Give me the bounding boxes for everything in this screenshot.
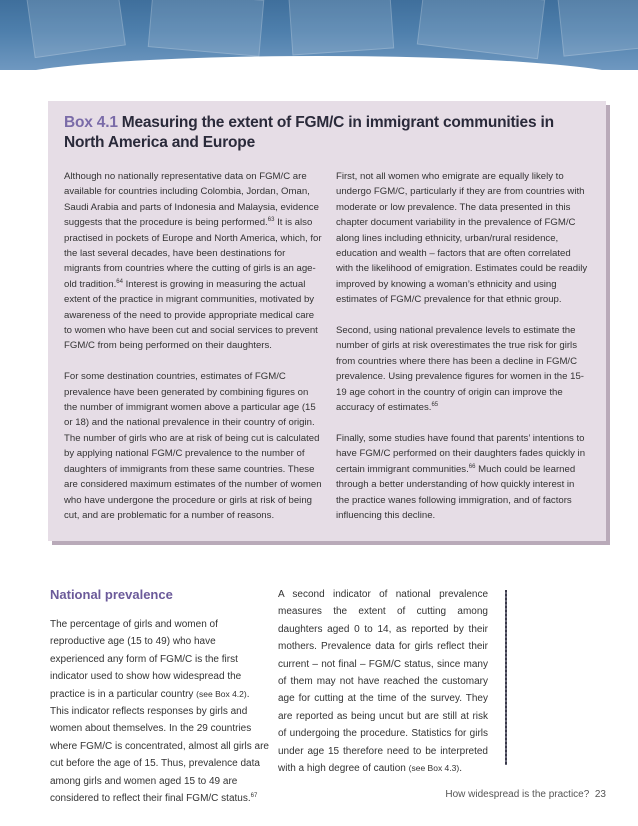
page-footer bbox=[445, 789, 606, 800]
banner-photo-tile bbox=[417, 0, 545, 59]
body-paragraph: The percentage of girls and women of reproductive age (15 to 49) who have experienced any form of FGM/C is the first indicator used to show how widespread the practice is in a particular country (see Box 4.2). This indicator reflects responses by girls and women about themselves. In the 29 countries where FGM/C is concentrated, almost all girls are cut before the age of 15. Thus, prevalence data among girls and women aged 15 to 49 are considered to reflect their final FGM/C status.$^{67}$ bbox=[50, 619, 269, 805]
main-right-column bbox=[278, 586, 488, 777]
header-banner bbox=[0, 0, 638, 70]
box-left-column bbox=[64, 169, 322, 539]
main-left-column bbox=[50, 586, 270, 807]
decorative-vertical-rule bbox=[505, 590, 507, 765]
box-title bbox=[64, 113, 584, 153]
body-paragraph: A second indicator of national prevalence measures the extent of cutting among daughters aged 0 to 14, as reported by their mothers. Prevalence data for girls reflect their current – not final – FGM/C status, since many of them may not have reached the customary age for cutting at the time of the survey. They are reported as being uncut but are still at risk of undergoing the procedure. Statistics for girls under age 15 therefore need to be interpreted with a high degree of caution (see Box 4.3). bbox=[278, 589, 488, 775]
banner-photo-tile bbox=[148, 0, 265, 57]
box-title-text: Measuring the extent of FGM/C in immigrant communities in North America and Europe bbox=[64, 114, 554, 151]
section-heading: National prevalence bbox=[50, 587, 173, 602]
box-paragraph: Finally, some studies have found that parents’ intentions to have FGM/C performed on their daughters fades quickly in certain immigrant communities.$^{66}$ Much could be learned through a better understanding of how quickly interest in the practice wanes following immigration, and of factors influencing this decline. bbox=[336, 432, 586, 521]
box-4-1 bbox=[48, 101, 606, 541]
box-right-column bbox=[336, 169, 590, 539]
banner-photo-tile bbox=[288, 0, 394, 55]
box-paragraph: First, not all women who emigrate are equally likely to undergo FGM/C, particularly if they are from countries with moderate or low prevalence. The data presented in this chapter document variability in the prevalence of FGM/C along lines including ethnicity, urban/rural residence, education and wealth – factors that are often correlated with the likelihood of emigration. Estimates could be readily improved by knowing a woman’s ethnicity and using estimates of FGM/C prevalence for that ethnic group. bbox=[336, 171, 588, 306]
banner-torn-edge bbox=[0, 56, 638, 70]
box-number: Box 4.1 bbox=[64, 114, 118, 131]
footer-text: How widespread is the practice? bbox=[445, 789, 590, 800]
banner-photo-tile bbox=[557, 0, 638, 57]
box-paragraph: Although no nationally representative data on FGM/C are available for countries including Colombia, Jordan, Oman, Saudi Arabia and parts of Indonesia and Malaysia, evidence suggests that the procedure is being performed.$^{63}$ It is also practised in pockets of Europe and North America, which, for the last several decades, have been destinations for migrants from countries where the cutting of girls is an age-old tradition.$^{64}$ Interest is growing in measuring the actual extent of the practice in migrant communities, motivated by awareness of the need to provide appropriate medical care to women who have been cut and social services to prevent FGM/C from being performed on their daughters. bbox=[64, 171, 322, 352]
box-paragraph: Second, using national prevalence levels to estimate the number of girls at risk overestimates the true risk for girls from countries where there has been a decline in FGM/C prevalence. Using prevalence figures for women in the 15-19 age cohort in the country of origin can improve the accuracy of estimates.$^{65}$ bbox=[336, 325, 584, 414]
banner-photo-tile bbox=[26, 0, 126, 58]
page-number: 23 bbox=[594, 789, 606, 800]
box-paragraph: For some destination countries, estimates of FGM/C prevalence have been generated by combining figures on the number of immigrant women above a particular age (15 or 18) and the national prevalence in their country of origin. The number of girls who are at risk of being cut is calculated by applying national FGM/C prevalence to the number of daughters of immigrants from these same countries. These are considered maximum estimates of the number of women who have undergone the procedure or girls at risk of being cut, and are problematic for a number of reasons. bbox=[64, 371, 322, 521]
